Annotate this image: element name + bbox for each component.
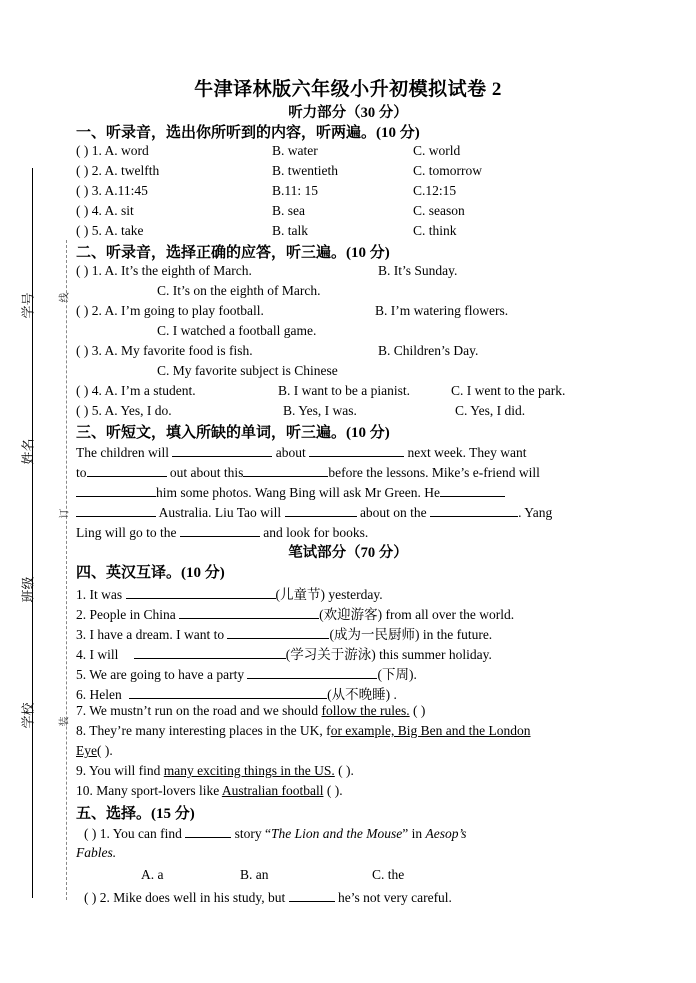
blank[interactable] (172, 443, 272, 457)
p4-q4: 4. I will (学习关于游泳) this summer holiday. (76, 647, 492, 662)
blank[interactable] (430, 503, 518, 517)
listening-header: 听力部分（30 分） (288, 105, 408, 121)
p5-q1-cont: Fables. (76, 845, 117, 860)
p3-line-3: him some photos. Wang Bing will ask Mr Green. He (76, 483, 505, 501)
p3-line-4: Australia. Liu Tao will about on the . Yang (76, 503, 552, 521)
section-4-heading: 四、英汉互译。(10 分) (76, 565, 225, 581)
section-1-heading: 一、听录音，选出你所听到的内容，听两遍。(10 分) (76, 125, 420, 141)
blank[interactable] (180, 523, 260, 537)
blank[interactable] (76, 483, 156, 497)
blank[interactable] (126, 585, 276, 599)
blank[interactable] (309, 443, 404, 457)
blank[interactable] (179, 605, 319, 619)
p4-q8: 8. They’re many interesting places in the UK, for example, Big Ben and the London (76, 723, 531, 738)
binding-line (32, 168, 33, 898)
p4-q8-cont: Eye( ). (76, 743, 113, 758)
p3-line-1: The children will about next week. They want (76, 445, 527, 460)
blank[interactable] (87, 463, 167, 477)
p4-q10: 10. Many sport-lovers like Australian football ( ). (76, 783, 343, 798)
p5-q1-opt-a: A. a (141, 867, 164, 882)
p2-q4-c: C. I went to the park. (451, 383, 566, 398)
p4-q6: 6. Helen (从不晚睡) . (76, 687, 397, 702)
p2-q4-a: ( ) 4. A. I’m a student. (76, 383, 196, 398)
p1-q2: ( ) 2. A. twelfth (76, 163, 160, 178)
fold-char-install: 装 (59, 716, 71, 727)
fold-char-line: 线 (59, 292, 71, 303)
p5-q1: ( ) 1. You can find story “The Lion and the Mouse” in Aesop’s (84, 826, 467, 841)
p2-q3-b: B. Children’s Day. (378, 343, 479, 358)
p2-q2-a: ( ) 2. A. I’m going to play football. (76, 303, 264, 318)
section-3-heading: 三、听短文，填入所缺的单词，听三遍。(10 分) (76, 425, 390, 441)
school-label: 学校 (20, 702, 36, 729)
writing-header: 笔试部分（70 分） (288, 545, 408, 561)
p1-q4: ( ) 4. A. sit (76, 203, 134, 218)
p2-q3-c: C. My favorite subject is Chinese (157, 363, 338, 378)
p1-q3: ( ) 3. A.11:45 (76, 183, 148, 198)
blank[interactable] (129, 685, 327, 699)
p1-q3-b: B.11: 15 (272, 183, 319, 198)
p5-q1-opt-b: B. an (240, 867, 269, 882)
blank[interactable] (185, 824, 231, 838)
blank[interactable] (134, 645, 286, 659)
p4-q1: 1. It was (儿童节) yesterday. (76, 587, 383, 602)
class-label: 班级 (20, 576, 36, 603)
p2-q5-a: ( ) 5. A. Yes, I do. (76, 403, 172, 418)
p4-q5: 5. We are going to have a party (下周). (76, 667, 417, 682)
p1-q1-b: B. water (272, 143, 318, 158)
blank[interactable] (285, 503, 357, 517)
section-2-heading: 二、听录音，选择正确的应答，听三遍。(10 分) (76, 245, 390, 261)
p2-q2-c: C. I watched a football game. (157, 323, 317, 338)
name-label: 姓名 (20, 438, 36, 465)
p1-q2-b: B. twentieth (272, 163, 338, 178)
blank[interactable] (76, 503, 156, 517)
p1-q1-c: C. world (413, 143, 461, 158)
p4-q2: 2. People in China (欢迎游客) from all over the world. (76, 607, 515, 622)
blank[interactable] (247, 665, 377, 679)
student-number-label: 学号 (20, 292, 36, 319)
p2-q1-b: B. It’s Sunday. (378, 263, 458, 278)
blank[interactable] (243, 463, 328, 477)
p4-q9: 9. You will find many exciting things in the US. ( ). (76, 763, 354, 778)
blank[interactable] (289, 888, 335, 902)
p1-q4-c: C. season (413, 203, 465, 218)
p5-q2: ( ) 2. Mike does well in his study, but he’s not very careful. (84, 890, 452, 905)
p1-q1: ( ) 1. A. word (76, 143, 149, 158)
p2-q5-b: B. Yes, I was. (283, 403, 357, 418)
fold-char-bind: 订 (59, 508, 71, 519)
p2-q5-c: C. Yes, I did. (455, 403, 526, 418)
p2-q1-a: ( ) 1. A. It’s the eighth of March. (76, 263, 252, 278)
p2-q2-b: B. I’m watering flowers. (375, 303, 509, 318)
p4-q3: 3. I have a dream. I want to (成为一民厨师) in the future. (76, 627, 493, 642)
fold-line (66, 240, 67, 900)
page-title: 牛津译林版六年级小升初模拟试卷 2 (194, 79, 502, 100)
p2-q3-a: ( ) 3. A. My favorite food is fish. (76, 343, 253, 358)
p3-line-5: Ling will go to the and look for books. (76, 525, 369, 540)
p3-line-2: to out about this before the lessons. Mike’s e-friend will (76, 465, 540, 480)
p1-q5-b: B. talk (272, 223, 308, 238)
blank[interactable] (440, 483, 505, 497)
p1-q5: ( ) 5. A. take (76, 223, 144, 238)
p1-q3-c: C.12:15 (413, 183, 457, 198)
p2-q4-b: B. I want to be a pianist. (278, 383, 410, 398)
p1-q4-b: B. sea (272, 203, 305, 218)
p1-q2-c: C. tomorrow (413, 163, 482, 178)
p5-q1-opt-c: C. the (372, 867, 405, 882)
blank[interactable] (227, 625, 329, 639)
p4-q7: 7. We mustn’t run on the road and we should follow the rules. ( ) (76, 703, 426, 718)
p2-q1-c: C. It’s on the eighth of March. (157, 283, 321, 298)
p1-q5-c: C. think (413, 223, 457, 238)
section-5-heading: 五、选择。(15 分) (76, 806, 195, 822)
